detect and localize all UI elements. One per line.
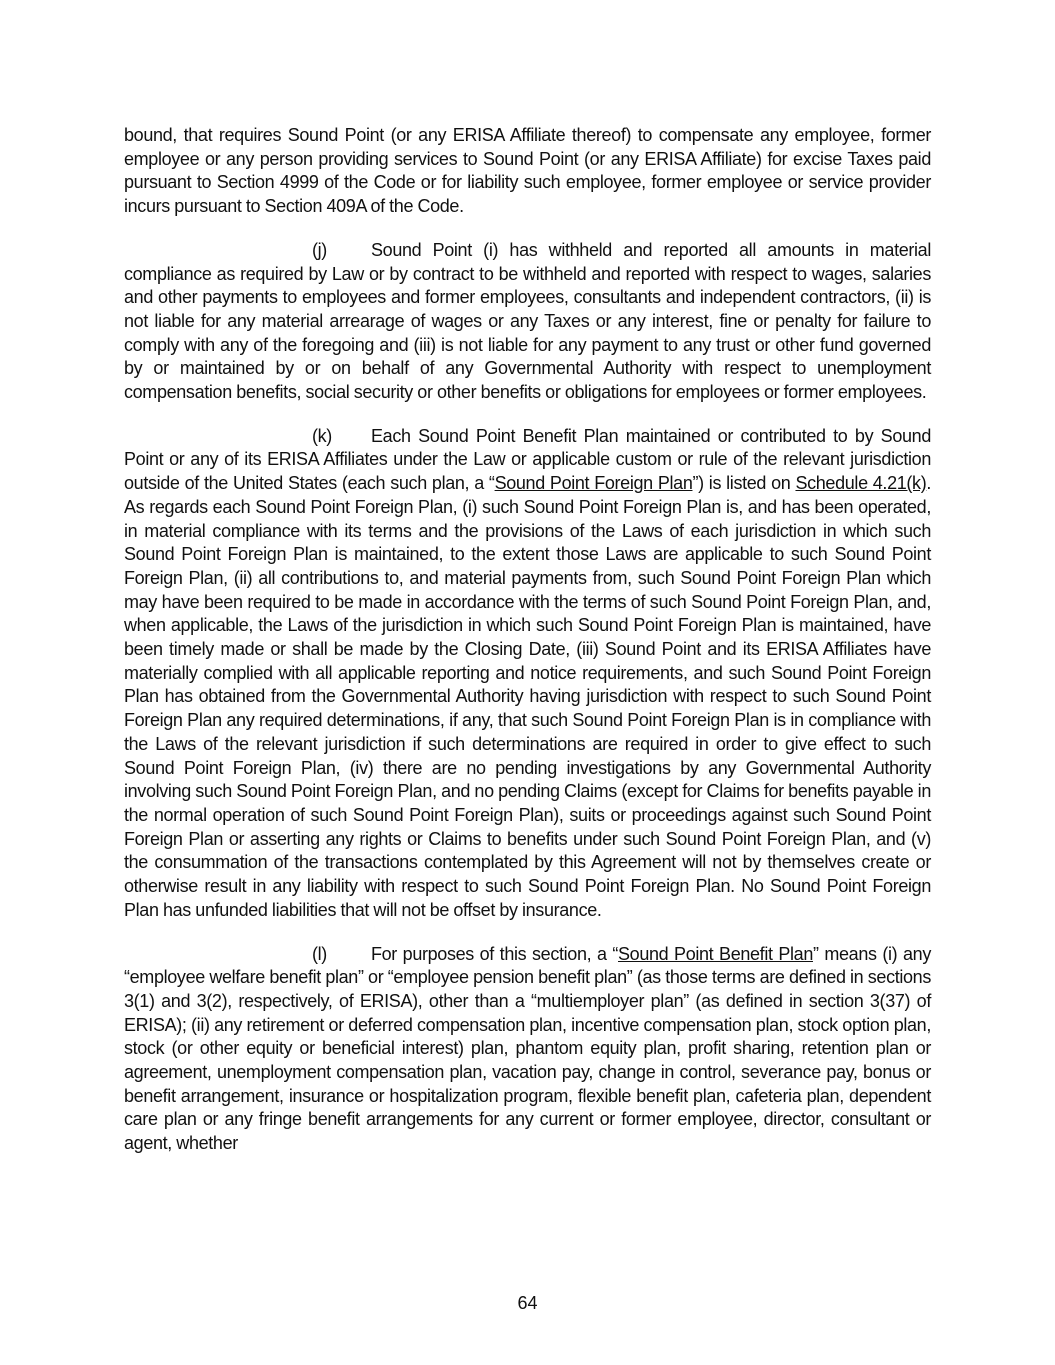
paragraph-continuation-text: bound, that requires Sound Point (or any ERISA Affiliate thereof) to compensate any employee, former employee or any person providing services to Sound Point (or any ERISA Affiliate) for excise Taxes paid pursuant to Section 4999 of the Code or for liability such employee, former employee or service provider incurs pursuant to Section 409A of the Code. bbox=[124, 125, 931, 217]
paragraph-k-text-1: Each Sound Point Benefit Plan maintained or contributed to by Sound Point or any of its ERISA Affiliates under the Law or applicable custom or rule of the relevant jurisdiction outside of the United States (each such plan, a “ bbox=[124, 425, 931, 494]
paragraph-l-label: (l) bbox=[312, 943, 327, 964]
defined-term-sound-point-foreign-plan: Sound Point Foreign Plan bbox=[494, 473, 693, 494]
paragraph-continuation bbox=[124, 124, 931, 219]
paragraph-l-text-1: For purposes of this section, a “ bbox=[371, 943, 619, 964]
defined-term-sound-point-benefit-plan: Sound Point Benefit Plan bbox=[618, 943, 813, 964]
paragraph-k-label: (k) bbox=[312, 425, 332, 446]
paragraph-l-text-2: ” means (i) any “employee welfare benefit plan” or “employee pension benefit plan” (as those terms are defined in sections 3(1) and 3(2), respectively, of ERISA), other than a “multiemployer plan” (as defined in section 3(37) of ERISA); (ii) any retirement or deferred compensation plan, incentive compensation plan, stock option plan, stock (or other equity or beneficial interest) plan, phantom equity plan, profit sharing, retention plan or agreement, unemployment compensation plan, vacation pay, change in control, severance pay, bonus or benefit arrangement, insurance or hospitalization program, flexible benefit plan, cafeteria plan, dependent care plan or any fringe benefit arrangements for any current or former employee, director, consultant or agent, whether bbox=[124, 943, 931, 1154]
paragraph-j-label: (j) bbox=[312, 239, 327, 260]
paragraph-k-text-2: ”) is listed on bbox=[692, 473, 796, 494]
paragraph-k-text-3: . As regards each Sound Point Foreign Plan, (i) such Sound Point Foreign Plan is, and has been operated, in material compliance with its terms and the provisions of the Laws of each jurisdiction in which such Sound Point Foreign Plan is maintained, to the extent those Laws are applicable to such Sound Point Foreign Plan, (ii) all contributions to, and material payments from, such Sound Point Foreign Plan which may have been required to be made in accordance with the terms of such Sound Point Foreign Plan, and, when applicable, the Laws of the jurisdiction in which such Sound Point Foreign Plan is maintained, have been timely made or shall be made by the Closing Date, (iii) Sound Point and its ERISA Affiliates have materially complied with all applicable reporting and notice requirements, and such Sound Point Foreign Plan has obtained from the Governmental Authority having jurisdiction with respect to such Sound Point Foreign Plan any required determinations, if any, that such Sound Point Foreign Plan is in compliance with the Laws of the relevant jurisdiction if such determinations are required in order to give effect to such Sound Point Foreign Plan, (iv) there are no pending investigations by any Governmental Authority involving such Sound Point Foreign Plan, and no pending Claims (except for Claims for benefits payable in the normal operation of such Sound Point Foreign Plan), suits or proceedings against such Sound Point Foreign Plan or asserting any rights or Claims to benefits under such Sound Point Foreign Plan, and (v) the consummation of the transactions contemplated by this Agreement will not by themselves create or otherwise result in any liability with respect to such Sound Point Foreign Plan. No Sound Point Foreign Plan has unfunded liabilities that will not be offset by insurance. bbox=[124, 473, 931, 920]
paragraph-k bbox=[124, 425, 931, 923]
document-page bbox=[124, 124, 931, 1156]
schedule-reference: Schedule 4.21(k) bbox=[795, 473, 927, 494]
paragraph-j-text: Sound Point (i) has withheld and reported all amounts in material compliance as required by Law or by contract to be withheld and reported with respect to wages, salaries and other payments to employees and former employees, consultants and independent contractors, (ii) is not liable for any material arrearage of wages or any Taxes or any interest, fine or penalty for failure to comply with any of the foregoing and (iii) is not liable for any payment to any trust or other fund governed by or maintained by or on behalf of any Governmental Authority with respect to unemployment compensation benefits, social security or other benefits or obligations for employees or former employees. bbox=[124, 239, 931, 403]
paragraph-l bbox=[124, 943, 931, 1156]
paragraph-j bbox=[124, 239, 931, 405]
page-number: 64 bbox=[517, 1293, 538, 1313]
